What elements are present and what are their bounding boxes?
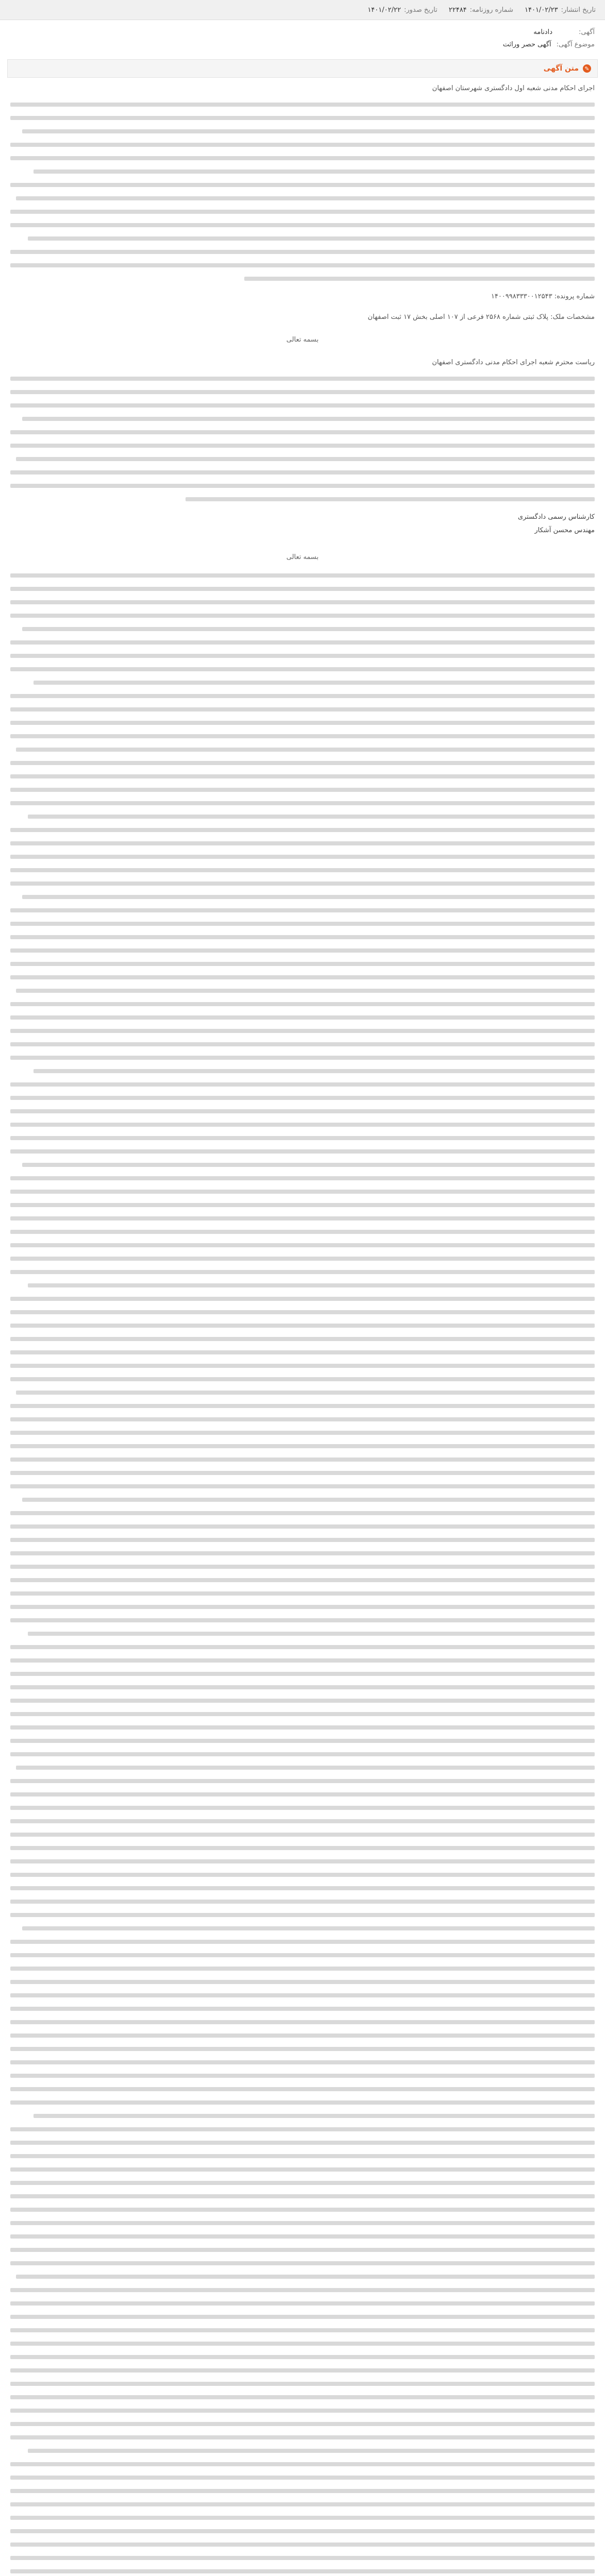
court-title: اجرای احکام مدنی شعبه اول دادگستری شهرستان اصفهان — [432, 84, 595, 92]
separator: بسمه تعالی — [286, 336, 319, 344]
document-metadata-bar — [0, 0, 605, 20]
meta-publish-date: تاریخ انتشار:۱۴۰۱/۰۲/۲۳ — [525, 6, 596, 14]
notice-info — [0, 20, 605, 54]
meta-newspaper-number: شماره روزنامه:۲۲۴۸۴ — [448, 6, 513, 14]
notice-body — [10, 82, 595, 2576]
meta-issue-date: تاریخ صدور:۱۴۰۱/۰۲/۲۲ — [367, 6, 438, 14]
document-icon: ✎ — [583, 64, 591, 73]
signature-block-1: کارشناس رسمی دادگستری مهندس محسن آشکار — [517, 513, 595, 534]
property-spec: مشخصات ملک: پلاک ثبتی شماره ۲۵۶۸ فرعی از ۱۰۷ اصلی بخش ۱۷ ثبت اصفهان — [367, 313, 595, 321]
addressee: ریاست محترم شعبه اجرای احکام مدنی دادگستری اصفهان — [432, 359, 595, 366]
text-block-1 — [10, 103, 595, 281]
text-block-3 — [10, 573, 595, 2576]
info-row: موضوع آگهی: آگهی حصر وراثت — [502, 41, 595, 48]
info-row: آگهی: دادنامه — [533, 28, 595, 36]
text-block-2 — [10, 377, 595, 501]
metadata-items — [367, 6, 596, 14]
separator: بسمه تعالی — [286, 553, 319, 561]
case-number: شماره پرونده: ۱۴۰۰۹۹۸۳۳۳۰۰۱۲۵۴۳ — [491, 293, 595, 300]
notice-text-header: ✎ متن آگهی — [7, 59, 598, 78]
